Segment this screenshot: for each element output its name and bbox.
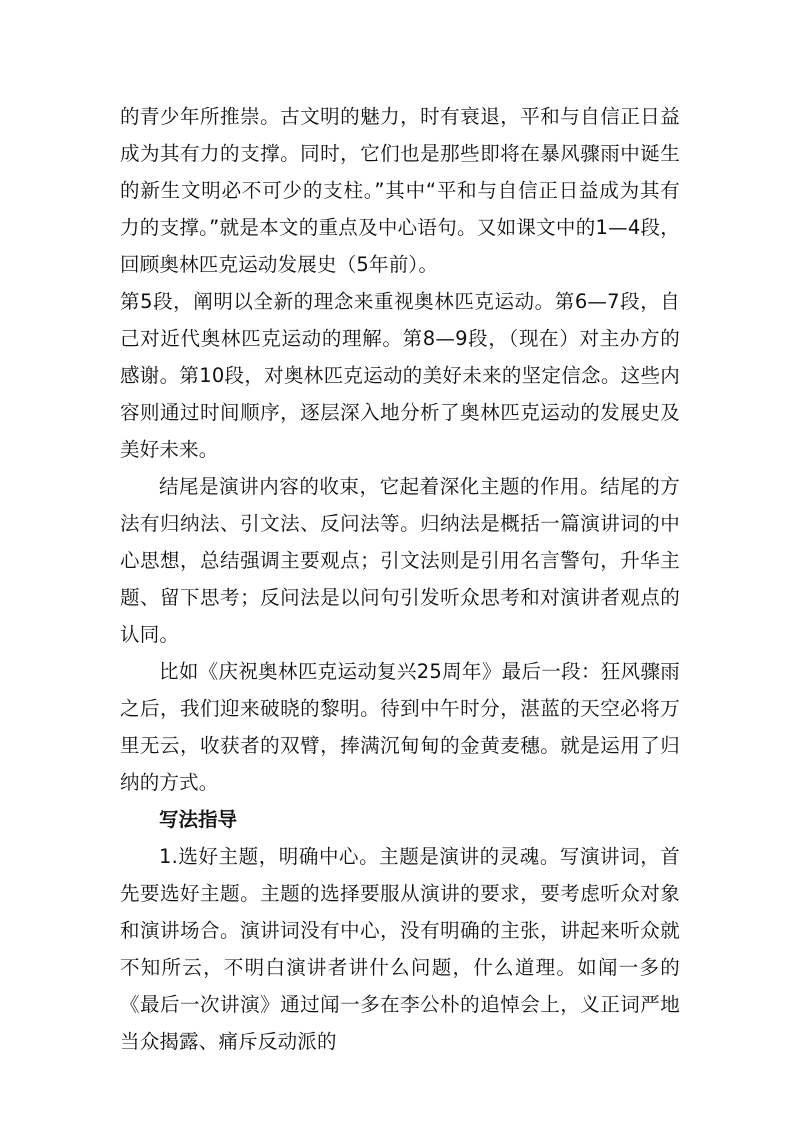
- section-heading-writing-guidance: 写法指导: [159, 808, 238, 831]
- paragraph-guidance-theme: 1.选好主题，明确中心。主题是演讲的灵魂。写演讲词，首先要选好主题。主题的选择要服从演讲的要求，要考虑听众对象和演讲场合。演讲词没有中心，没有明确的主张，讲起来听众就不知所云，不明白演讲者讲什么问题，什么道理。如闻一多的《最后一次讲演》通过闻一多在李公朴的追悼会上，义正词严地当众揭露、痛斥反动派的: [120, 845, 680, 1053]
- paragraph-ending-example: 比如《庆祝奥林匹克运动复兴25周年》最后一段：狂风骤雨之后，我们迎来破晓的黎明。待到中午时分，湛蓝的天空必将万里无云，收获者的双臂，捧满沉甸甸的金黄麦穗。就是运用了归纳的方式。: [120, 660, 680, 794]
- paragraph-ending-methods: 结尾是演讲内容的收束，它起着深化主题的作用。结尾的方法有归纳法、引文法、反问法等。归纳法是概括一篇演讲词的中心思想，总结强调主要观点；引文法则是引用名言警句，升华主题、留下思考；反问法是以问句引发听众思考和对演讲者观点的认同。: [120, 475, 680, 646]
- paragraph-structure-analysis: 第5段，阐明以全新的理念来重视奥林匹克运动。第6—7段，自己对近代奥林匹克运动的理解。第8—9段，（现在）对主办方的感谢。第10段，对奥林匹克运动的美好未来的坚定信念。这些内容则通过时间顺序，逐层深入地分析了奥林匹克运动的发展史及美好未来。: [120, 290, 680, 461]
- document-body: [120, 98, 680, 1060]
- paragraph-continued-quote: 的青少年所推崇。古文明的魅力，时有衰退，平和与自信正日益成为其有力的支撑。同时，它们也是那些即将在暴风骤雨中诞生的新生文明必不可少的支柱。”其中“平和与自信正日益成为其有力的支撑。”就是本文的重点及中心语句。又如课文中的1—4段，回顾奥林匹克运动发展史（5年前）。: [120, 105, 680, 276]
